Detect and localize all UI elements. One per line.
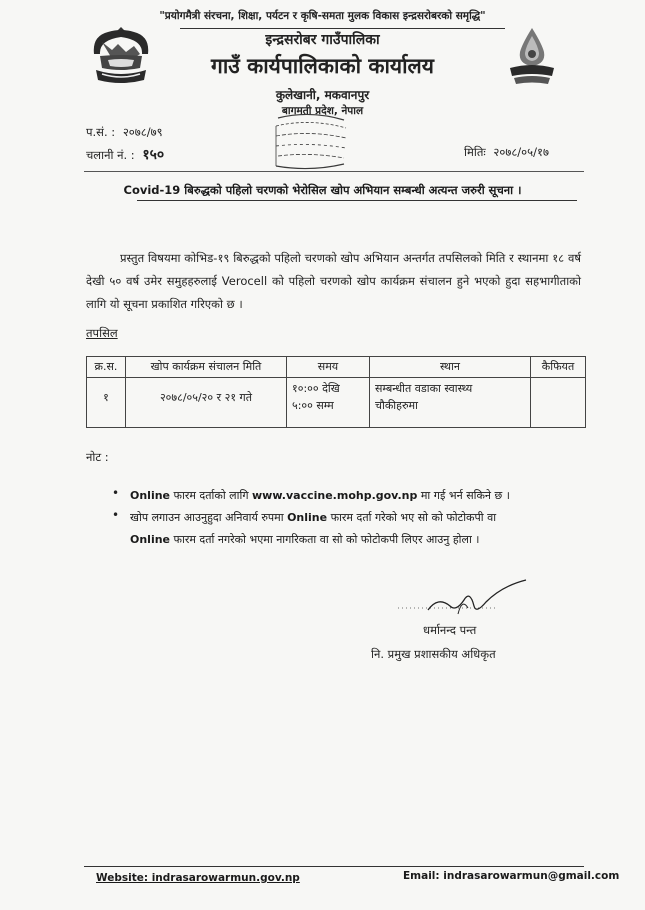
- footer-divider: [84, 866, 584, 867]
- note-item-bring-documents: खोप लगाउन आउनुहुदा अनिवार्य रुपमा Online फारम दर्ता गरेको भए सो को फोटोकपी वा: [130, 511, 497, 524]
- details-heading: तपसिल: [86, 326, 118, 340]
- office-province: बागमती प्रदेश, नेपाल: [281, 105, 364, 117]
- fiscal-year-value: २०७८/७९: [122, 125, 163, 139]
- fiscal-year-ref: [86, 125, 163, 140]
- signature-mark: [398, 578, 528, 622]
- office-seal-icon: [270, 112, 350, 172]
- table-header-row: [87, 357, 586, 378]
- dispatch-number-value: १५०: [142, 147, 165, 163]
- organization-name: इन्द्रसरोबर गाउँपालिका: [265, 32, 380, 48]
- bullet-icon: •: [112, 486, 120, 500]
- footer-email: Email: indrasarowarmun@gmail.com: [403, 870, 620, 882]
- cell-serial: १: [87, 378, 126, 428]
- cell-time: [287, 378, 370, 428]
- header-divider: [84, 171, 584, 172]
- office-address: कुलेखानी, मकवानपुर: [275, 88, 370, 102]
- cell-time-end: ५:०० सम्म: [292, 399, 334, 412]
- col-header-serial: क्र.स.: [87, 357, 126, 378]
- signatory-name: धर्मानन्द पन्त: [423, 623, 477, 637]
- notice-subject: Covid-19 बिरुद्धको पहिलो चरणको भेरोसिल खोप अभियान सम्बन्धी अत्यन्त जरुरी सूचना ।: [0, 183, 645, 198]
- issue-date: [464, 145, 549, 160]
- note-item-bring-documents-cont: Online फारम दर्ता नगरेको भएमा नागरिकता वा सो को फोटोकपी लिएर आउनु होला ।: [130, 533, 480, 546]
- note-heading: नोट :: [86, 450, 109, 464]
- cell-place-line2: चौकीहरुमा: [375, 399, 418, 412]
- issue-date-value: २०७८/०५/१७: [493, 145, 549, 159]
- slogan: "प्रयोगमैत्री संरचना, शिक्षा, पर्यटन र कृषि-समता मुलक विकास इन्द्रसरोबरको समृद्धि": [0, 9, 645, 23]
- col-header-date: खोप कार्यक्रम संचालन मिति: [126, 357, 287, 378]
- issue-date-label: मितिः: [464, 145, 486, 159]
- bullet-icon: •: [112, 508, 120, 522]
- table-row: [87, 378, 586, 428]
- col-header-time: समय: [287, 357, 370, 378]
- signatory-title: नि. प्रमुख प्रशासकीय अधिकृत: [371, 647, 496, 661]
- cell-place-line1: सम्बन्धीत वडाका स्वास्थ्य: [375, 382, 473, 395]
- cell-place: [370, 378, 531, 428]
- col-header-place: स्थान: [370, 357, 531, 378]
- vaccination-schedule-table: [86, 356, 586, 428]
- office-title: गाउँ कार्यपालिकाको कार्यालय: [211, 54, 434, 78]
- fiscal-year-label: प.सं. :: [86, 125, 116, 139]
- cell-date: २०७८/०५/२० र २१ गते: [126, 378, 287, 428]
- dispatch-number-label: चलानी नं. :: [86, 148, 135, 162]
- notice-body: प्रस्तुत विषयमा कोभिड-१९ बिरुद्धको पहिलो चरणको खोप अभियान अन्तर्गत तपसिलको मिति र स्थानमा १८ वर्ष देखी ५० वर्ष उमेर समुहहरुलाई Verocell को पहिलो चरणको खोप कार्यक्रम संचालन हुने भएको हुदा सहभागीताको लागि यो सूचना प्रकाशित गरिएको छ ।: [86, 251, 581, 311]
- dispatch-number-ref: [86, 145, 164, 164]
- cell-remarks: [531, 378, 586, 428]
- note-item-online-form: Online फारम दर्ताको लागि www.vaccine.mohp.gov.np मा गई भर्न सकिने छ ।: [130, 489, 510, 502]
- footer-website: Website: indrasarowarmun.gov.np: [96, 872, 300, 884]
- cell-time-start: १०:०० देखि: [292, 382, 340, 395]
- col-header-remarks: कैफियत: [531, 357, 586, 378]
